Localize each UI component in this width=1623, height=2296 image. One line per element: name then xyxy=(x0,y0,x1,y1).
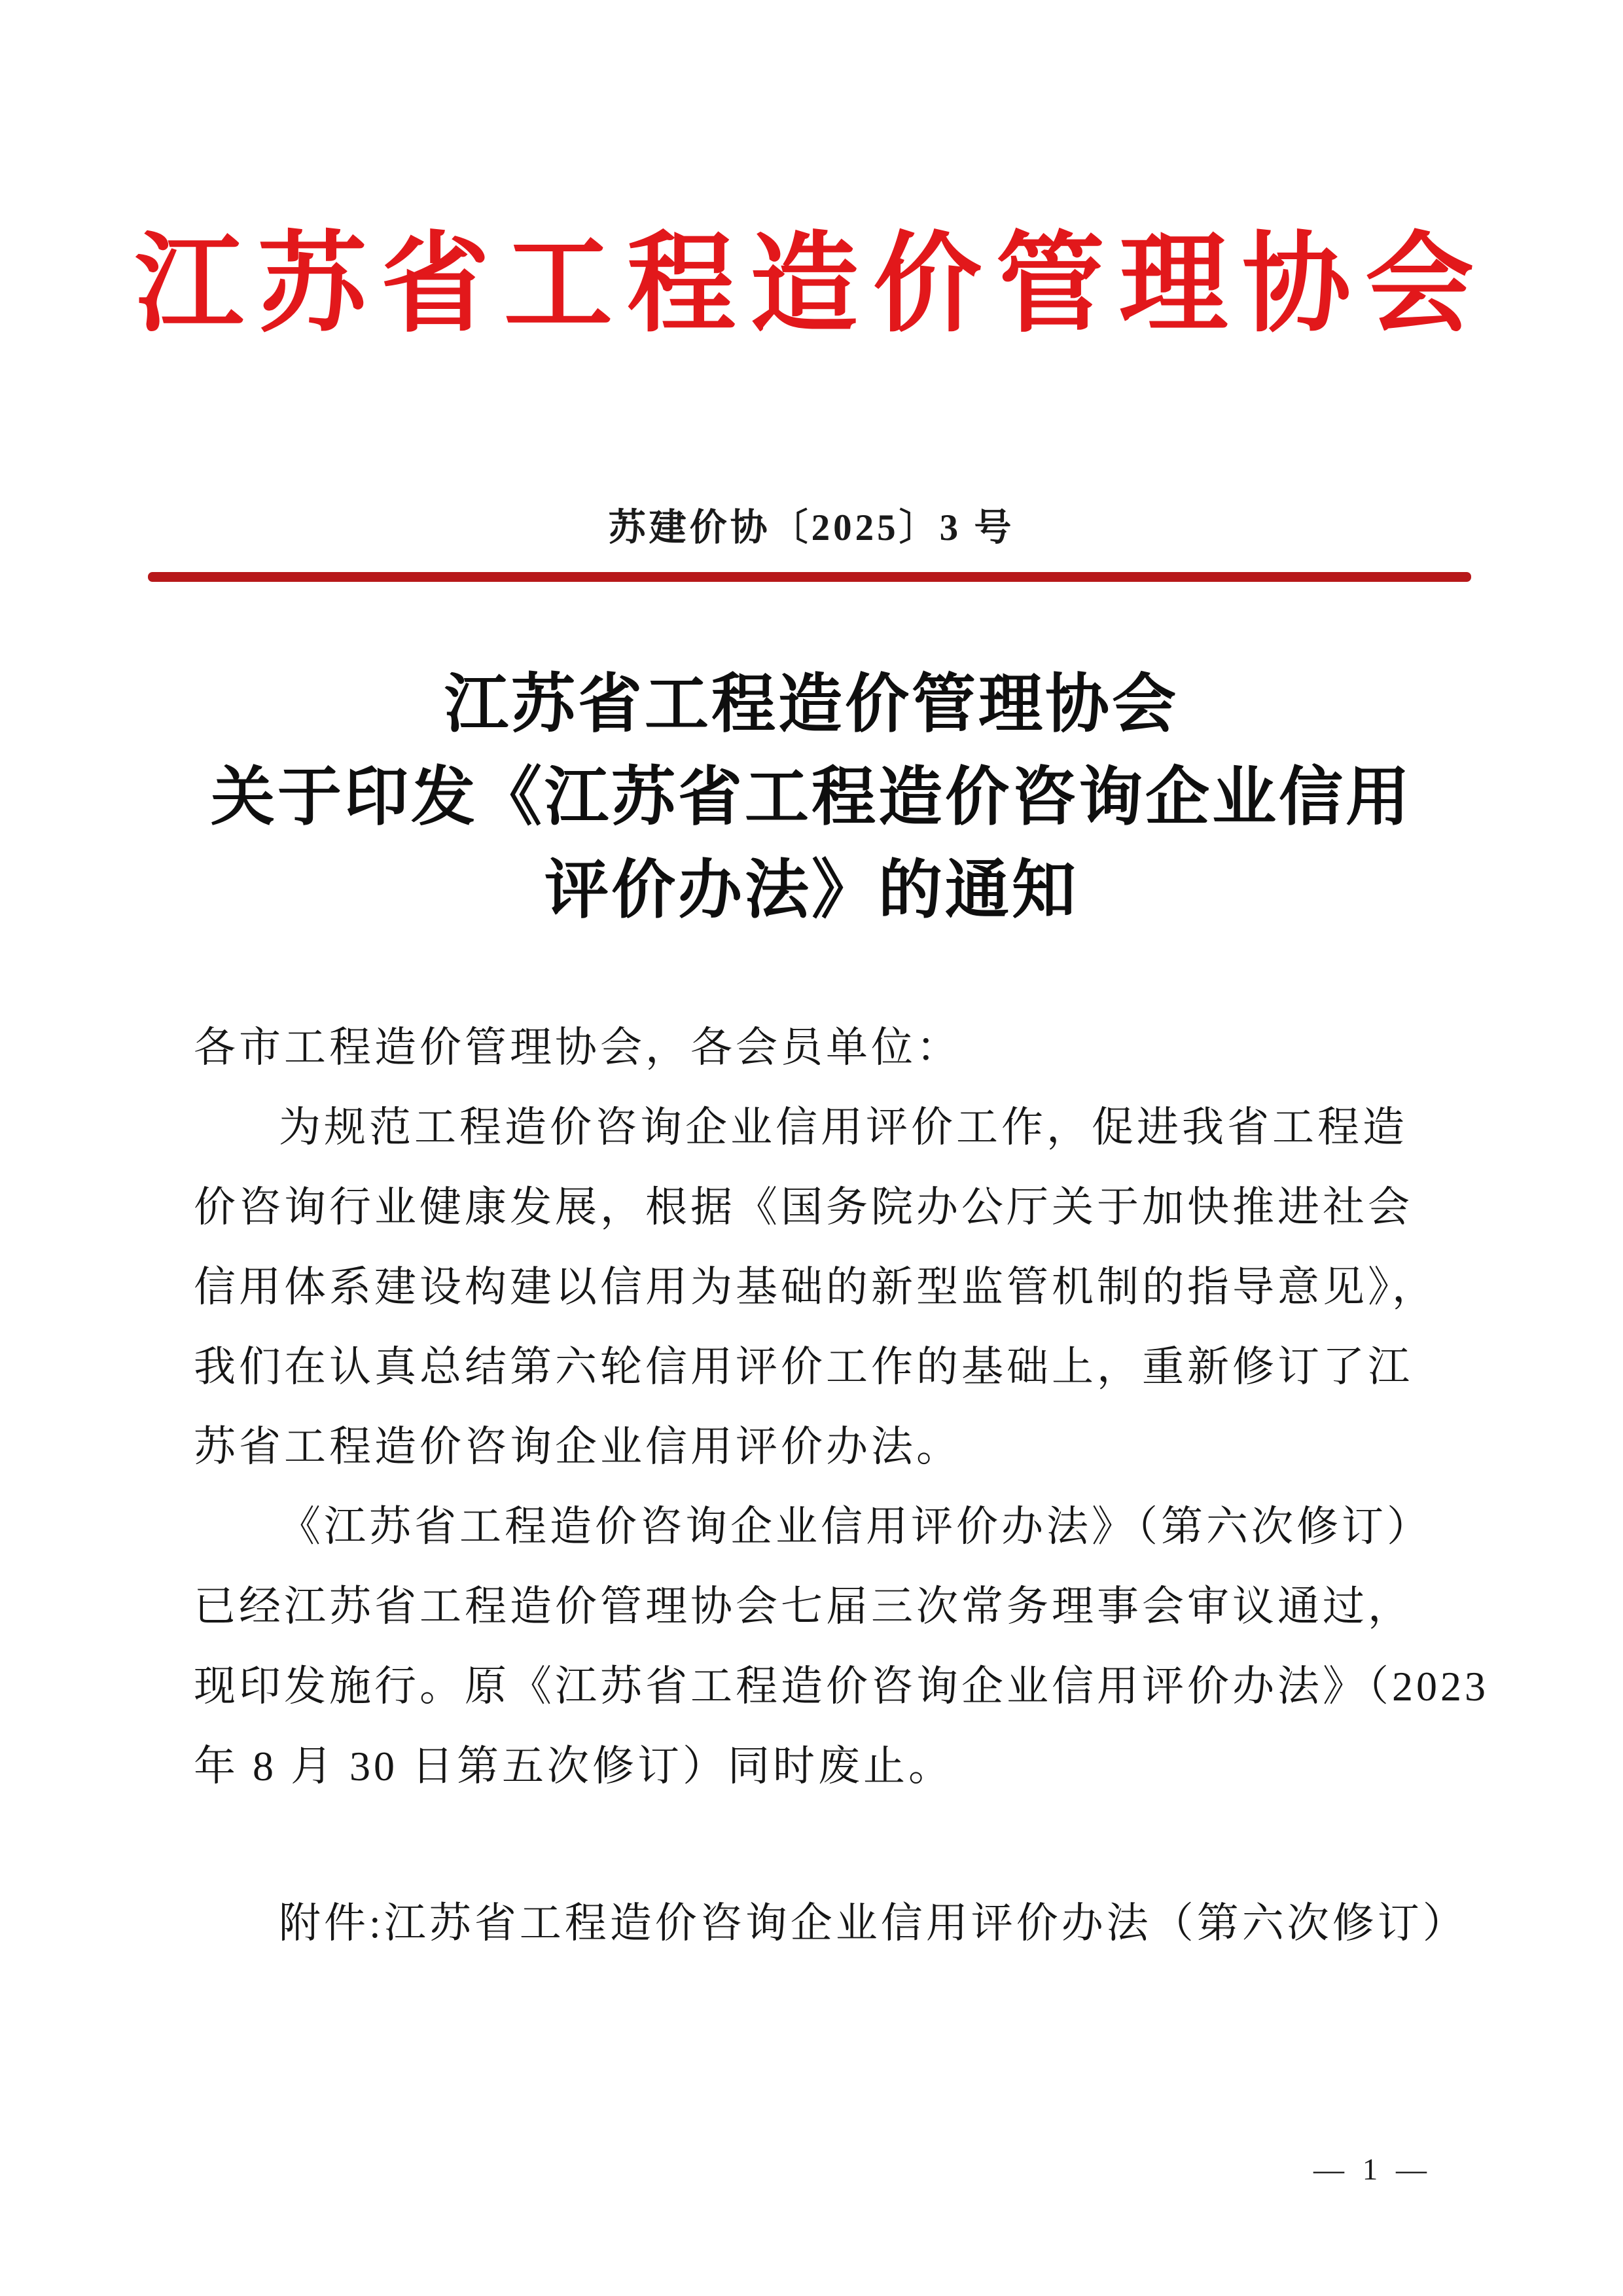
body-line: 苏省工程造价咨询企业信用评价办法。 xyxy=(194,1424,961,1470)
body-line: 为规范工程造价咨询企业信用评价工作，促进我省工程造 xyxy=(279,1104,1408,1151)
notice-title-line-2: 关于印发《江苏省工程造价咨询企业信用 xyxy=(210,762,1412,833)
salutation-line: 各市工程造价管理协会，各会员单位： xyxy=(194,1024,961,1071)
notice-title xyxy=(0,658,1623,937)
document-number: 苏建价协〔2025〕3 号 xyxy=(608,507,1015,548)
body-line: 信用体系建设构建以信用为基础的新型监管机制的指导意见》， xyxy=(194,1264,1437,1310)
notice-body xyxy=(194,1008,1492,1964)
notice-title-line-1: 江苏省工程造价管理协会 xyxy=(444,670,1179,740)
notice-title-line-3: 评价办法》的通知 xyxy=(544,855,1079,926)
page-number: — 1 — xyxy=(1313,2153,1432,2187)
attachment-line: 附件:江苏省工程造价咨询企业信用评价办法（第六次修订） xyxy=(279,1900,1468,1946)
body-line: 我们在认真总结第六轮信用评价工作的基础上，重新修订了江 xyxy=(194,1344,1413,1390)
body-line: 价咨询行业健康发展，根据《国务院办公厅关于加快推进社会 xyxy=(194,1184,1413,1230)
body-line: 年 8 月 30 日第五次修订）同时废止。 xyxy=(194,1743,954,1789)
body-line: 已经江苏省工程造价管理协会七届三次常务理事会审议通过， xyxy=(194,1583,1413,1630)
body-line: 现印发施行。原《江苏省工程造价咨询企业信用评价办法》（2023 xyxy=(194,1663,1489,1710)
letterhead-divider-rule xyxy=(148,572,1471,582)
body-line: 《江苏省工程造价咨询企业信用评价办法》（第六次修订） xyxy=(279,1503,1432,1550)
letterhead-org-name: 江苏省工程造价管理协会 xyxy=(135,224,1488,345)
